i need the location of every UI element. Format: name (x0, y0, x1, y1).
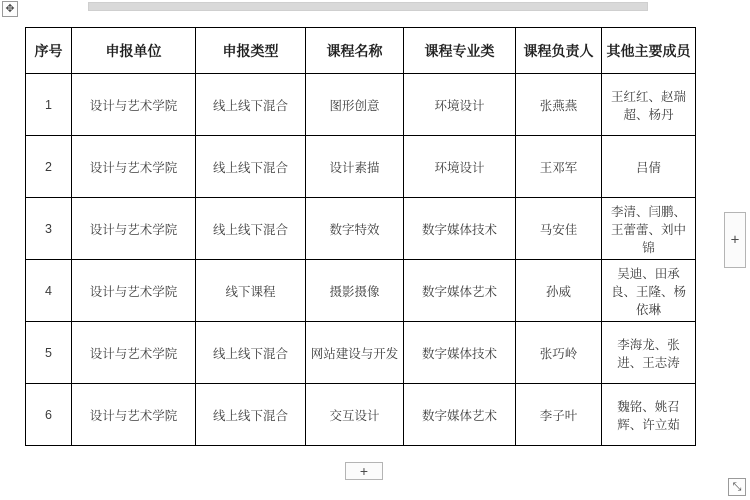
cell-no: 3 (26, 198, 72, 260)
cell-type: 线上线下混合 (196, 322, 306, 384)
cell-members: 王红红、赵瑞超、杨丹 (602, 74, 696, 136)
cell-unit: 设计与艺术学院 (72, 136, 196, 198)
course-table-container (25, 27, 695, 446)
column-header-type: 申报类型 (196, 28, 306, 74)
cell-members: 吕倩 (602, 136, 696, 198)
table-row (26, 260, 696, 322)
cell-course: 摄影摄像 (306, 260, 404, 322)
column-header-no: 序号 (26, 28, 72, 74)
cell-unit: 设计与艺术学院 (72, 322, 196, 384)
cell-major: 数字媒体技术 (404, 198, 516, 260)
cell-members: 吴迪、田承良、王隆、杨依琳 (602, 260, 696, 322)
cell-unit: 设计与艺术学院 (72, 260, 196, 322)
plus-icon: + (730, 231, 740, 249)
cell-type: 线上线下混合 (196, 198, 306, 260)
document-top-bar (0, 0, 750, 18)
cell-unit: 设计与艺术学院 (72, 198, 196, 260)
column-header-unit: 申报单位 (72, 28, 196, 74)
cell-course: 图形创意 (306, 74, 404, 136)
cell-no: 4 (26, 260, 72, 322)
cell-no: 5 (26, 322, 72, 384)
cell-type: 线下课程 (196, 260, 306, 322)
cell-major: 环境设计 (404, 74, 516, 136)
ruler-bar (88, 2, 648, 11)
cell-leader: 李子叶 (516, 384, 602, 446)
table-row (26, 322, 696, 384)
cell-course: 网站建设与开发 (306, 322, 404, 384)
cell-major: 数字媒体艺术 (404, 260, 516, 322)
cell-type: 线上线下混合 (196, 384, 306, 446)
cell-unit: 设计与艺术学院 (72, 74, 196, 136)
table-resize-handle[interactable] (728, 478, 746, 496)
cell-major: 数字媒体技术 (404, 322, 516, 384)
table-row (26, 136, 696, 198)
cell-leader: 张巧岭 (516, 322, 602, 384)
plus-icon: + (359, 463, 369, 479)
cell-major: 环境设计 (404, 136, 516, 198)
cell-no: 6 (26, 384, 72, 446)
cell-members: 李清、闫鹏、王蕾蕾、刘中锦 (602, 198, 696, 260)
table-row (26, 384, 696, 446)
course-table (25, 27, 696, 446)
cell-no: 1 (26, 74, 72, 136)
column-header-leader: 课程负责人 (516, 28, 602, 74)
cell-members: 魏铭、姚召辉、许立茹 (602, 384, 696, 446)
resize-diagonal-icon: ⤡ (732, 481, 742, 493)
cell-type: 线上线下混合 (196, 136, 306, 198)
cell-leader: 孙威 (516, 260, 602, 322)
add-column-button[interactable] (724, 212, 746, 268)
move-arrows-icon: ✥ (5, 3, 15, 15)
cell-major: 数字媒体艺术 (404, 384, 516, 446)
table-row (26, 198, 696, 260)
column-header-course: 课程名称 (306, 28, 404, 74)
table-row (26, 74, 696, 136)
cell-type: 线上线下混合 (196, 74, 306, 136)
cell-leader: 王邓军 (516, 136, 602, 198)
add-row-button[interactable] (345, 462, 383, 480)
table-move-handle[interactable] (2, 1, 18, 17)
cell-leader: 马安佳 (516, 198, 602, 260)
cell-no: 2 (26, 136, 72, 198)
cell-course: 数字特效 (306, 198, 404, 260)
table-header-row (26, 28, 696, 74)
column-header-major: 课程专业类 (404, 28, 516, 74)
cell-unit: 设计与艺术学院 (72, 384, 196, 446)
cell-leader: 张燕燕 (516, 74, 602, 136)
cell-course: 设计素描 (306, 136, 404, 198)
cell-course: 交互设计 (306, 384, 404, 446)
column-header-members: 其他主要成员 (602, 28, 696, 74)
cell-members: 李海龙、张进、王志涛 (602, 322, 696, 384)
